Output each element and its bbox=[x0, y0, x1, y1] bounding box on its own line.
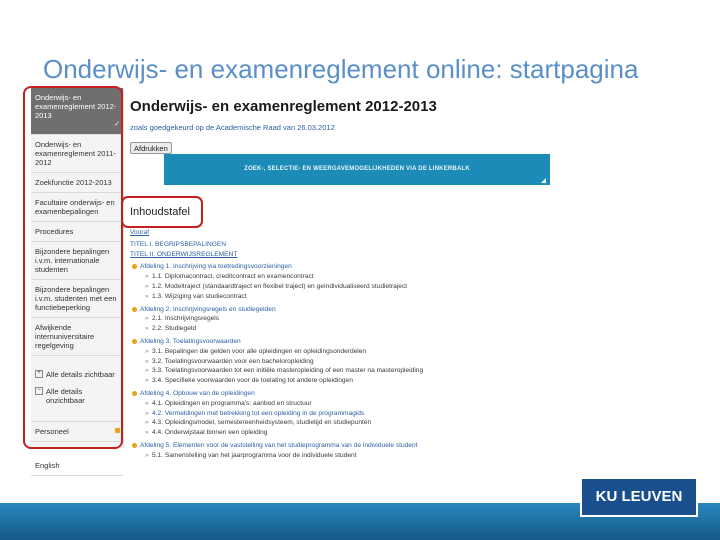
toc-subsection[interactable]: » 1.1. Diplomacontract, creditcontract en examencontract bbox=[130, 272, 550, 282]
toc-subsection[interactable]: » 2.2. Studiegeld bbox=[130, 324, 550, 334]
main-content bbox=[130, 88, 550, 508]
highlight-sidebar-outline bbox=[23, 86, 123, 449]
expand-all-label: Alle details zichtbaar bbox=[46, 370, 115, 379]
toc-subsection[interactable]: » 3.1. Bepalingen die gelden voor alle opleidingen en opleidingsonderdelen bbox=[130, 347, 550, 357]
toc-subsection[interactable]: » 4.3. Opleidingsmodel, semestereenheidsysteem, studietijd en studiepunten bbox=[130, 418, 550, 428]
toc-subsection[interactable]: » 4.1. Opleidingen en programma's: aanbod en structuur bbox=[130, 399, 550, 409]
toc-section[interactable]: Afdeling 5. Elementen voor de vaststelling van het studieprogramma van de individuele student bbox=[130, 441, 550, 451]
sidebar-item-label: Bijzondere bepalingen i.v.m. studenten met een functiebeperking bbox=[35, 285, 117, 312]
table-of-contents bbox=[130, 228, 550, 461]
sidebar-item-label: Personeel bbox=[35, 427, 69, 436]
toc-section[interactable]: Afdeling 3. Toelatingsvoorwaarden bbox=[130, 337, 550, 347]
minus-icon: − bbox=[35, 387, 43, 395]
toc-section[interactable]: Afdeling 4. Opbouw van de opleidingen bbox=[130, 389, 550, 399]
toc-subsection[interactable]: » 4.2. Vermeldingen met betrekking tot een opleiding in de programmagids bbox=[130, 409, 550, 419]
toc-subsection[interactable]: » 1.2. Modeltraject (standaardtraject en flexibel traject) en geïndividualiseerd studietraject bbox=[130, 282, 550, 292]
collapse-all-label: Alle details onzichtbaar bbox=[46, 387, 85, 405]
toc-heading: Inhoudstafel bbox=[130, 206, 190, 218]
sidebar-item-label: Onderwijs- en examenreglement 2011-2012 bbox=[35, 140, 116, 167]
plus-icon: + bbox=[35, 370, 43, 378]
sidebar-item-label: Bijzondere bepalingen i.v.m. internationale studenten bbox=[35, 247, 110, 274]
search-banner-label: ZOEK-, SELECTIE- EN WEERGAVEMOGELIJKHEDEN VIA DE LINKERBALK bbox=[244, 166, 470, 172]
sidebar-item-label: Onderwijs- en examenreglement 2012-2013 bbox=[35, 93, 117, 120]
toc-subsection[interactable]: » 2.1. Inschrijvingsregels bbox=[130, 314, 550, 324]
sidebar-item-english[interactable] bbox=[31, 456, 123, 476]
toc-subsection[interactable]: » 4.4. Onderwijstaal binnen een opleiding bbox=[130, 428, 550, 438]
toc-section[interactable]: Afdeling 2. Inschrijvingsregels en studiegelden bbox=[130, 305, 550, 315]
page-subtitle: zoals goedgekeurd op de Academische Raad van 26.03.2012 bbox=[130, 123, 335, 132]
toc-title[interactable]: TITEL I. BEGRIPSBEPALINGEN bbox=[130, 240, 227, 248]
toc-subsection[interactable]: » 1.3. Wijziging van studiecontract bbox=[130, 292, 550, 302]
toc-subsection[interactable]: » 5.1. Samenstelling van het jaarprogramma voor de individuele student bbox=[130, 451, 550, 461]
toc-section[interactable]: Afdeling 1. Inschrijving via toetredingsvoorzieningen bbox=[130, 262, 550, 272]
sidebar-item-label: Facultaire onderwijs- en examenbepalingen bbox=[35, 198, 115, 216]
page-title: Onderwijs- en examenreglement 2012-2013 bbox=[130, 98, 437, 115]
toc-subsection[interactable]: » 3.4. Specifieke voorwaarden voor de toelating tot andere opleidingen bbox=[130, 376, 550, 386]
corner-icon bbox=[541, 178, 546, 183]
sidebar-item-label: Zoekfunctie 2012-2013 bbox=[35, 178, 112, 187]
toc-title[interactable]: Vooraf bbox=[130, 229, 150, 236]
sidebar-item-label: English bbox=[35, 461, 60, 470]
slide-title: Onderwijs- en examenreglement online: startpagina bbox=[43, 54, 639, 84]
check-icon: ✓ bbox=[114, 121, 120, 128]
highlight-toc-outline bbox=[121, 196, 203, 228]
toc-subsection[interactable]: » 3.2. Toelatingsvoorwaarden voor een bacheloropleiding bbox=[130, 357, 550, 367]
print-button[interactable]: Afdrukken bbox=[130, 142, 172, 154]
toc-title[interactable]: TITEL II. ONDERWIJSREGLEMENT bbox=[130, 250, 238, 258]
toc-subsection[interactable]: » 3.3. Toelatingsvoorwaarden tot een initiële masteropleiding of een master na masteropleiding bbox=[130, 366, 550, 376]
sidebar-item-label: Procedures bbox=[35, 227, 74, 236]
ku-leuven-logo: KU LEUVEN bbox=[580, 477, 698, 517]
search-banner[interactable] bbox=[164, 154, 550, 185]
sidebar-item-label: Afwijkende internuniversitaire regelgeving bbox=[35, 323, 95, 350]
